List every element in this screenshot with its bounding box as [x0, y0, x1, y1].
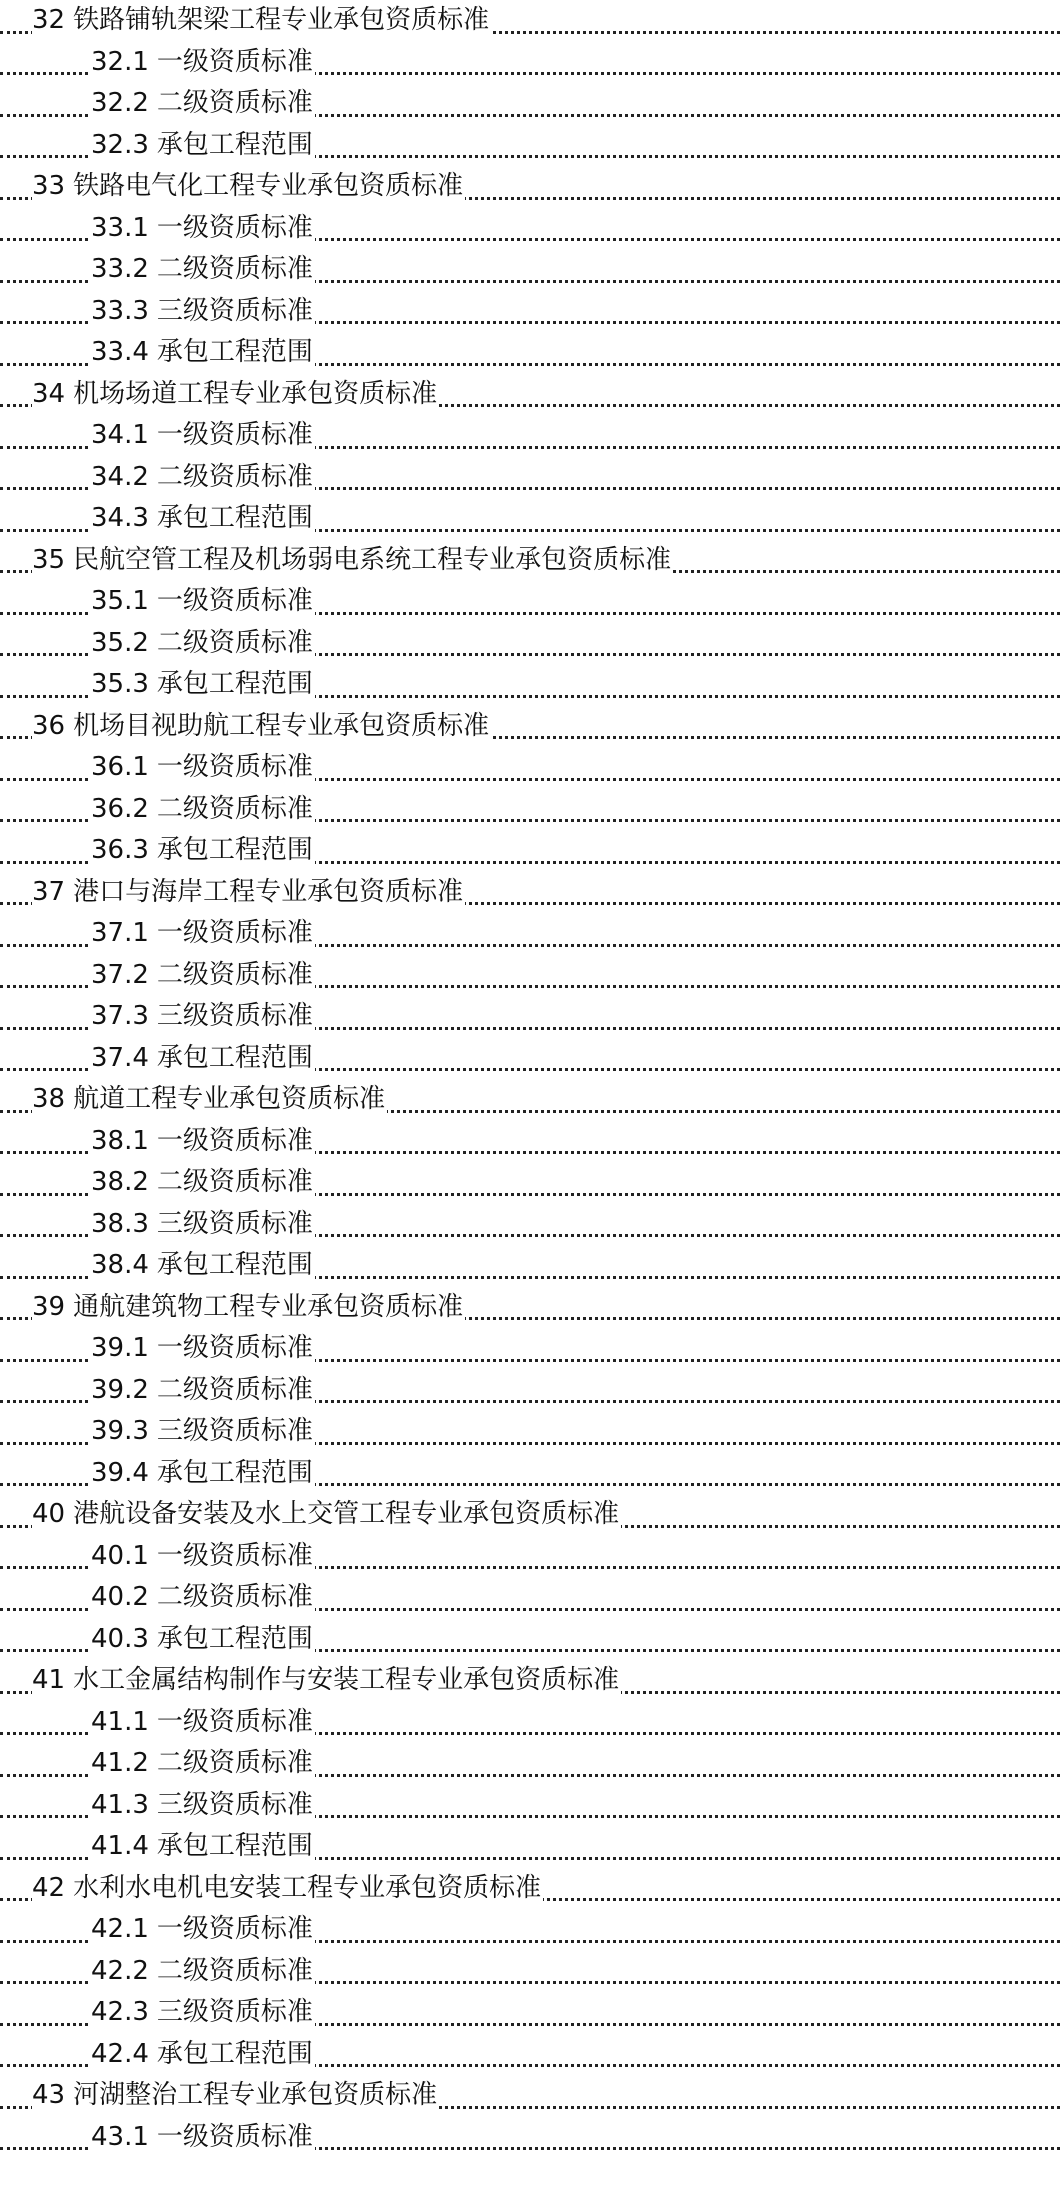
toc-subsection-entry[interactable]	[0, 1619, 1060, 1661]
toc-subsection-entry[interactable]	[0, 913, 1060, 955]
toc-section-entry[interactable]	[0, 166, 1060, 208]
toc-entry-title: 三级资质标准	[156, 1789, 313, 1820]
toc-entry-title: 一级资质标准	[156, 752, 313, 782]
toc-subsection-entry[interactable]	[0, 581, 1060, 623]
toc-entry-number: 40.2	[91, 1582, 149, 1612]
toc-subsection-entry[interactable]	[0, 1204, 1060, 1246]
toc-entry-number: 32.2	[91, 88, 149, 118]
toc-entry-title: 二级资质标准	[156, 1167, 313, 1197]
toc-section-entry[interactable]	[0, 1868, 1060, 1910]
toc-entry-text	[91, 249, 315, 291]
toc-entry-text	[32, 540, 673, 582]
toc-entry-number: 36.3	[91, 835, 149, 865]
toc-entry-number: 36.1	[91, 752, 149, 782]
toc-entry-number: 42	[32, 1872, 66, 1903]
toc-subsection-entry[interactable]	[0, 747, 1060, 789]
toc-entry-text	[91, 1038, 315, 1080]
toc-entry-title: 一级资质标准	[156, 1125, 313, 1156]
toc-entry-number: 39.1	[91, 1333, 149, 1363]
toc-entry-text	[91, 913, 315, 955]
toc-subsection-entry[interactable]	[0, 1992, 1060, 2034]
toc-entry-number: 41	[32, 1665, 66, 1695]
toc-entry-number: 36	[32, 710, 66, 741]
toc-entry-title: 三级资质标准	[156, 1208, 313, 1239]
toc-entry-title: 机场目视助航工程专业承包资质标准	[73, 710, 490, 741]
toc-entry-title: 铁路电气化工程专业承包资质标准	[73, 171, 464, 201]
toc-subsection-entry[interactable]	[0, 789, 1060, 831]
toc-entry-text	[91, 747, 315, 789]
toc-entry-title: 机场场道工程专业承包资质标准	[73, 378, 438, 409]
toc-entry-title: 一级资质标准	[156, 918, 313, 948]
toc-subsection-entry[interactable]	[0, 830, 1060, 872]
toc-entry-number: 38.3	[91, 1208, 149, 1239]
toc-subsection-entry[interactable]	[0, 1038, 1060, 1080]
toc-section-entry[interactable]	[0, 1079, 1060, 1121]
toc-entry-number: 35.1	[91, 586, 149, 616]
toc-entry-title: 承包工程范围	[156, 129, 313, 160]
toc-subsection-entry[interactable]	[0, 1453, 1060, 1495]
toc-entry-title: 通航建筑物工程专业承包资质标准	[73, 1291, 464, 1322]
toc-entry-text	[91, 830, 315, 872]
toc-subsection-entry[interactable]	[0, 1328, 1060, 1370]
toc-entry-title: 铁路铺轨架梁工程专业承包资质标准	[73, 5, 490, 35]
toc-entry-title: 一级资质标准	[156, 2121, 313, 2152]
toc-entry-text	[91, 789, 315, 831]
toc-entry-title: 一级资质标准	[156, 46, 313, 77]
toc-entry-number: 35	[32, 544, 66, 575]
toc-subsection-entry[interactable]	[0, 332, 1060, 374]
toc-entry-title: 二级资质标准	[156, 1582, 313, 1612]
toc-subsection-entry[interactable]	[0, 955, 1060, 997]
toc-entry-text	[32, 1660, 621, 1702]
toc-entry-text	[91, 1453, 315, 1495]
toc-entry-title: 港航设备安装及水上交管工程专业承包资质标准	[73, 1499, 620, 1529]
toc-entry-text	[32, 0, 491, 42]
toc-entry-number: 40.1	[91, 1540, 149, 1571]
toc-entry-title: 二级资质标准	[156, 461, 313, 492]
toc-subsection-entry[interactable]	[0, 415, 1060, 457]
toc-entry-number: 37.3	[91, 1001, 149, 1031]
toc-entry-number: 42.2	[91, 1955, 149, 1986]
toc-entry-title: 三级资质标准	[156, 1416, 313, 1446]
toc-entry-title: 港口与海岸工程专业承包资质标准	[73, 876, 464, 907]
toc-subsection-entry[interactable]	[0, 83, 1060, 125]
toc-entry-title: 二级资质标准	[156, 793, 313, 824]
toc-entry-title: 二级资质标准	[156, 88, 313, 118]
toc-entry-title: 二级资质标准	[156, 627, 313, 658]
toc-entry-number: 32	[32, 5, 66, 35]
toc-entry-text	[32, 872, 465, 914]
toc-entry-text	[91, 1245, 315, 1287]
toc-entry-title: 三级资质标准	[156, 1001, 313, 1031]
toc-entry-number: 43.1	[91, 2121, 149, 2152]
toc-entry-title: 承包工程范围	[156, 2038, 313, 2069]
toc-entry-number: 32.1	[91, 46, 149, 77]
toc-entry-text	[91, 1411, 315, 1453]
toc-entry-text	[91, 83, 315, 125]
toc-entry-number: 37.4	[91, 1042, 149, 1073]
toc-entry-number: 39	[32, 1291, 66, 1322]
toc-entry-title: 一级资质标准	[156, 420, 313, 450]
toc-entry-title: 承包工程范围	[156, 1457, 313, 1488]
toc-entry-text	[91, 623, 315, 665]
toc-section-entry[interactable]	[0, 0, 1060, 42]
toc-section-entry[interactable]	[0, 374, 1060, 416]
toc-subsection-entry[interactable]	[0, 125, 1060, 167]
toc-entry-number: 33.2	[91, 254, 149, 284]
toc-entry-title: 一级资质标准	[156, 1914, 313, 1944]
toc-entry-text	[32, 374, 439, 416]
toc-subsection-entry[interactable]	[0, 1370, 1060, 1412]
toc-subsection-entry[interactable]	[0, 1245, 1060, 1287]
toc-entry-number: 42.1	[91, 1914, 149, 1944]
toc-entry-number: 38.1	[91, 1125, 149, 1156]
toc-entry-title: 二级资质标准	[156, 959, 313, 990]
toc-entry-number: 40	[32, 1499, 66, 1529]
toc-subsection-entry[interactable]	[0, 2034, 1060, 2076]
toc-entry-title: 二级资质标准	[156, 254, 313, 284]
toc-entry-text	[91, 664, 315, 706]
toc-section-entry[interactable]	[0, 1494, 1060, 1536]
toc-subsection-entry[interactable]	[0, 498, 1060, 540]
toc-entry-text	[91, 1951, 315, 1993]
toc-entry-text	[91, 291, 315, 333]
toc-entry-text	[32, 1079, 387, 1121]
toc-entry-title: 三级资质标准	[156, 295, 313, 326]
toc-entry-number: 39.3	[91, 1416, 149, 1446]
toc-entry-title: 承包工程范围	[156, 1042, 313, 1073]
toc-entry-text	[91, 1370, 315, 1412]
toc-entry-number: 34.2	[91, 461, 149, 492]
toc-entry-text	[91, 1162, 315, 1204]
toc-entry-text	[91, 1826, 315, 1868]
toc-entry-number: 41.3	[91, 1789, 149, 1820]
toc-subsection-entry[interactable]	[0, 623, 1060, 665]
toc-entry-number: 33	[32, 171, 66, 201]
toc-entry-number: 41.2	[91, 1748, 149, 1778]
toc-entry-title: 河湖整治工程专业承包资质标准	[73, 2080, 438, 2110]
toc-entry-number: 38.2	[91, 1167, 149, 1197]
toc-entry-number: 38	[32, 1084, 66, 1114]
toc-section-entry[interactable]	[0, 872, 1060, 914]
toc-entry-number: 39.4	[91, 1457, 149, 1488]
toc-subsection-entry[interactable]	[0, 664, 1060, 706]
toc-entry-text	[91, 42, 315, 84]
toc-subsection-entry[interactable]	[0, 1702, 1060, 1744]
toc-subsection-entry[interactable]	[0, 2117, 1060, 2159]
toc-entry-title: 承包工程范围	[156, 835, 313, 865]
toc-entry-text	[91, 332, 315, 374]
toc-entry-text	[32, 1494, 621, 1536]
toc-section-entry[interactable]	[0, 1660, 1060, 1702]
toc-entry-text	[91, 498, 315, 540]
toc-entry-number: 34.1	[91, 420, 149, 450]
toc-entry-number: 41.4	[91, 1831, 149, 1861]
toc-entry-title: 一级资质标准	[156, 1706, 313, 1737]
toc-entry-title: 承包工程范围	[156, 503, 313, 533]
toc-entry-title: 承包工程范围	[156, 669, 313, 699]
toc-entry-text	[91, 581, 315, 623]
toc-entry-text	[91, 1328, 315, 1370]
toc-entry-text	[32, 706, 491, 748]
toc-entry-number: 37	[32, 876, 66, 907]
toc-subsection-entry[interactable]	[0, 1785, 1060, 1827]
toc-entry-text	[91, 457, 315, 499]
toc-subsection-entry[interactable]	[0, 1909, 1060, 1951]
toc-entry-title: 一级资质标准	[156, 212, 313, 243]
toc-entry-number: 40.3	[91, 1623, 149, 1654]
toc-entry-number: 39.2	[91, 1374, 149, 1405]
toc-subsection-entry[interactable]	[0, 1121, 1060, 1163]
toc-entry-title: 一级资质标准	[156, 1333, 313, 1363]
toc-entry-title: 民航空管工程及机场弱电系统工程专业承包资质标准	[73, 544, 672, 575]
toc-entry-title: 承包工程范围	[156, 337, 313, 367]
toc-subsection-entry[interactable]	[0, 1826, 1060, 1868]
toc-entry-number: 41.1	[91, 1706, 149, 1737]
toc-entry-text	[91, 1536, 315, 1578]
toc-entry-title: 承包工程范围	[156, 1623, 313, 1654]
toc-entry-text	[91, 1992, 315, 2034]
toc-entry-title: 航道工程专业承包资质标准	[73, 1084, 386, 1114]
toc-entry-text	[91, 1204, 315, 1246]
toc-subsection-entry[interactable]	[0, 291, 1060, 333]
toc-subsection-entry[interactable]	[0, 1411, 1060, 1453]
toc-entry-number: 43	[32, 2080, 66, 2110]
toc-entry-text	[91, 1577, 315, 1619]
toc-entry-title: 承包工程范围	[156, 1831, 313, 1861]
toc-entry-text	[91, 1121, 315, 1163]
toc-subsection-entry[interactable]	[0, 249, 1060, 291]
toc-entry-number: 36.2	[91, 793, 149, 824]
toc-section-entry[interactable]	[0, 1287, 1060, 1329]
toc-entry-text	[91, 1909, 315, 1951]
toc-entry-text	[91, 1702, 315, 1744]
toc-entry-text	[91, 1743, 315, 1785]
toc-entry-title: 水利水电机电安装工程专业承包资质标准	[73, 1872, 542, 1903]
toc-entry-text	[91, 2034, 315, 2076]
toc-entry-title: 一级资质标准	[156, 586, 313, 616]
toc-entry-number: 37.1	[91, 918, 149, 948]
toc-entry-title: 二级资质标准	[156, 1374, 313, 1405]
toc-entry-number: 35.3	[91, 669, 149, 699]
toc-subsection-entry[interactable]	[0, 42, 1060, 84]
toc-section-entry[interactable]	[0, 2075, 1060, 2117]
toc-section-entry[interactable]	[0, 540, 1060, 582]
toc-subsection-entry[interactable]	[0, 1162, 1060, 1204]
toc-subsection-entry[interactable]	[0, 208, 1060, 250]
toc-entry-title: 一级资质标准	[156, 1540, 313, 1571]
toc-entry-title: 承包工程范围	[156, 1250, 313, 1280]
toc-subsection-entry[interactable]	[0, 1577, 1060, 1619]
toc-entry-number: 35.2	[91, 627, 149, 658]
toc-entry-number: 34	[32, 378, 66, 409]
toc-entry-number: 34.3	[91, 503, 149, 533]
toc-entry-text	[91, 955, 315, 997]
toc-entry-number: 33.4	[91, 337, 149, 367]
toc-entry-title: 二级资质标准	[156, 1955, 313, 1986]
toc-entry-title: 二级资质标准	[156, 1748, 313, 1778]
toc-entry-text	[32, 1287, 465, 1329]
toc-section-entry[interactable]	[0, 706, 1060, 748]
toc-entry-title: 水工金属结构制作与安装工程专业承包资质标准	[73, 1665, 620, 1695]
toc-entry-text	[91, 208, 315, 250]
toc-entry-title: 三级资质标准	[156, 1997, 313, 2027]
toc-entry-number: 38.4	[91, 1250, 149, 1280]
toc-entry-number: 32.3	[91, 129, 149, 160]
toc-entry-number: 42.3	[91, 1997, 149, 2027]
toc-entry-text	[91, 1785, 315, 1827]
toc-entry-text	[91, 1619, 315, 1661]
toc-entry-number: 42.4	[91, 2038, 149, 2069]
toc-subsection-entry[interactable]	[0, 457, 1060, 499]
toc-subsection-entry[interactable]	[0, 996, 1060, 1038]
toc-entry-text	[91, 125, 315, 167]
toc-entry-number: 37.2	[91, 959, 149, 990]
toc-entry-text	[32, 166, 465, 208]
toc-subsection-entry[interactable]	[0, 1536, 1060, 1578]
toc-subsection-entry[interactable]	[0, 1951, 1060, 1993]
toc-entry-text	[91, 996, 315, 1038]
toc-entry-text	[91, 415, 315, 457]
toc-entry-text	[32, 1868, 543, 1910]
toc-entry-text	[32, 2075, 439, 2117]
toc-entry-text	[91, 2117, 315, 2159]
toc-entry-number: 33.1	[91, 212, 149, 243]
toc-entry-number: 33.3	[91, 295, 149, 326]
toc-subsection-entry[interactable]	[0, 1743, 1060, 1785]
